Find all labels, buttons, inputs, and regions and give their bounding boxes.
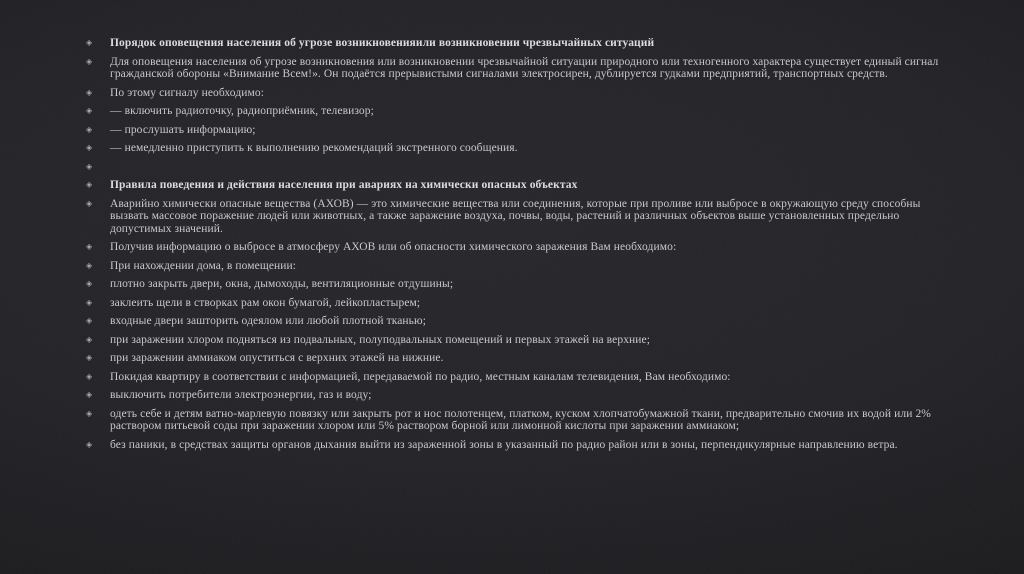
diamond-bullet-icon: ◈ bbox=[86, 56, 93, 66]
diamond-bullet-icon: ◈ bbox=[86, 38, 93, 47]
bullet-text: Для оповещения населения об угрозе возникновения или возникновении чрезвычайной ситуации природного или техногенного характера существует единый сигнал гражданской обороны «Внимание Всем!». Он подаётся прерывистыми сигналами электросирен, дублируется гудками предприятий, транспортных средств. bbox=[110, 55, 939, 80]
bullet-item bbox=[86, 408, 942, 433]
bullet-text: при заражении хлором подняться из подвальных, полуподвальных помещений и первых этажей на верхние; bbox=[110, 333, 651, 346]
diamond-bullet-icon: ◈ bbox=[86, 390, 93, 399]
bullet-text: без паники, в средствах защиты органов дыхания выйти из зараженной зоны в указанный по радио район или в зоны, перпендикулярные направлению ветра. bbox=[110, 438, 898, 451]
bullet-item bbox=[86, 352, 942, 365]
bullet-item bbox=[86, 124, 942, 137]
bullet-text: — немедленно приступить к выполнению рекомендаций экстренного сообщения. bbox=[110, 142, 518, 154]
bullet-text: Покидая квартиру в соответствии с информацией, передаваемой по радио, местным каналам телевидения, Вам необходимо: bbox=[110, 370, 731, 383]
bullet-text: заклеить щели в створках рам окон бумагой, лейкопластырем; bbox=[110, 296, 421, 309]
diamond-bullet-icon: ◈ bbox=[86, 198, 93, 208]
diamond-bullet-icon: ◈ bbox=[86, 143, 93, 152]
diamond-bullet-icon: ◈ bbox=[86, 408, 93, 418]
bullet-item bbox=[86, 297, 942, 310]
bullet-text: При нахождении дома, в помещении: bbox=[110, 259, 297, 272]
diamond-bullet-icon: ◈ bbox=[86, 260, 93, 270]
bullet-text: плотно закрыть двери, окна, дымоходы, вентиляционные отдушины; bbox=[110, 278, 454, 290]
diamond-bullet-icon: ◈ bbox=[86, 124, 93, 134]
section-heading-text: Правила поведения и действия населения при авариях на химически опасных объектах bbox=[110, 179, 578, 191]
bullet-item bbox=[86, 161, 942, 174]
section-heading-text: Порядок оповещения населения об угрозе возникновенияили возникновении чрезвычайных ситуаций bbox=[110, 37, 655, 49]
section-heading-item bbox=[86, 179, 942, 192]
bullet-text: Аварийно химически опасные вещества (АХОВ) — это химические вещества или соединения, которые при проливе или выбросе в окружающую среду способны вызвать массовое поражение людей или животных, а также заражение воздуха, почвы, воды, растений и различных объектов выше установленных предельно допустимых значений. bbox=[110, 197, 921, 235]
bullet-item bbox=[86, 56, 942, 81]
bullet-item bbox=[86, 260, 942, 273]
bullet-list bbox=[86, 37, 942, 457]
diamond-bullet-icon: ◈ bbox=[86, 161, 93, 171]
section-heading-item bbox=[86, 37, 942, 50]
bullet-item bbox=[86, 278, 942, 291]
diamond-bullet-icon: ◈ bbox=[86, 371, 93, 381]
bullet-text: — включить радиоточку, радиоприёмник, телевизор; bbox=[110, 105, 374, 117]
bullet-text: По этому сигналу необходимо: bbox=[110, 86, 265, 99]
diamond-bullet-icon: ◈ bbox=[86, 87, 93, 97]
diamond-bullet-icon: ◈ bbox=[86, 242, 93, 251]
bullet-item bbox=[86, 439, 942, 452]
bullet-item bbox=[86, 198, 942, 236]
bullet-text: входные двери зашторить одеялом или любой плотной тканью; bbox=[110, 315, 426, 327]
bullet-item bbox=[86, 389, 942, 402]
bullet-item bbox=[86, 105, 942, 118]
bullet-text: Получив информацию о выбросе в атмосферу АХОВ или об опасности химического заражения Вам необходимо: bbox=[110, 241, 677, 253]
diamond-bullet-icon: ◈ bbox=[86, 180, 93, 189]
bullet-text: — прослушать информацию; bbox=[110, 123, 256, 136]
diamond-bullet-icon: ◈ bbox=[86, 297, 93, 307]
diamond-bullet-icon: ◈ bbox=[86, 316, 93, 325]
diamond-bullet-icon: ◈ bbox=[86, 334, 93, 344]
bullet-text: выключить потребители электроэнергии, газ и воду; bbox=[110, 389, 372, 401]
diamond-bullet-icon: ◈ bbox=[86, 439, 93, 449]
diamond-bullet-icon: ◈ bbox=[86, 279, 93, 288]
diamond-bullet-icon: ◈ bbox=[86, 106, 93, 115]
bullet-item bbox=[86, 87, 942, 100]
bullet-item bbox=[86, 334, 942, 347]
bullet-text: одеть себе и детям ватно-марлевую повязку или закрыть рот и нос полотенцем, платком, куском хлопчатобумажной ткани, предварительно смочив их водой или 2% раствором питьевой соды при заражении хлором или 5% раствором борной или лимонной кислоты при заражении аммиаком; bbox=[110, 407, 931, 432]
bullet-item bbox=[86, 315, 942, 328]
diamond-bullet-icon: ◈ bbox=[86, 353, 93, 362]
bullet-item bbox=[86, 142, 942, 155]
bullet-item bbox=[86, 371, 942, 384]
bullet-item bbox=[86, 241, 942, 254]
bullet-text: при заражении аммиаком опуститься с верхних этажей на нижние. bbox=[110, 352, 444, 364]
